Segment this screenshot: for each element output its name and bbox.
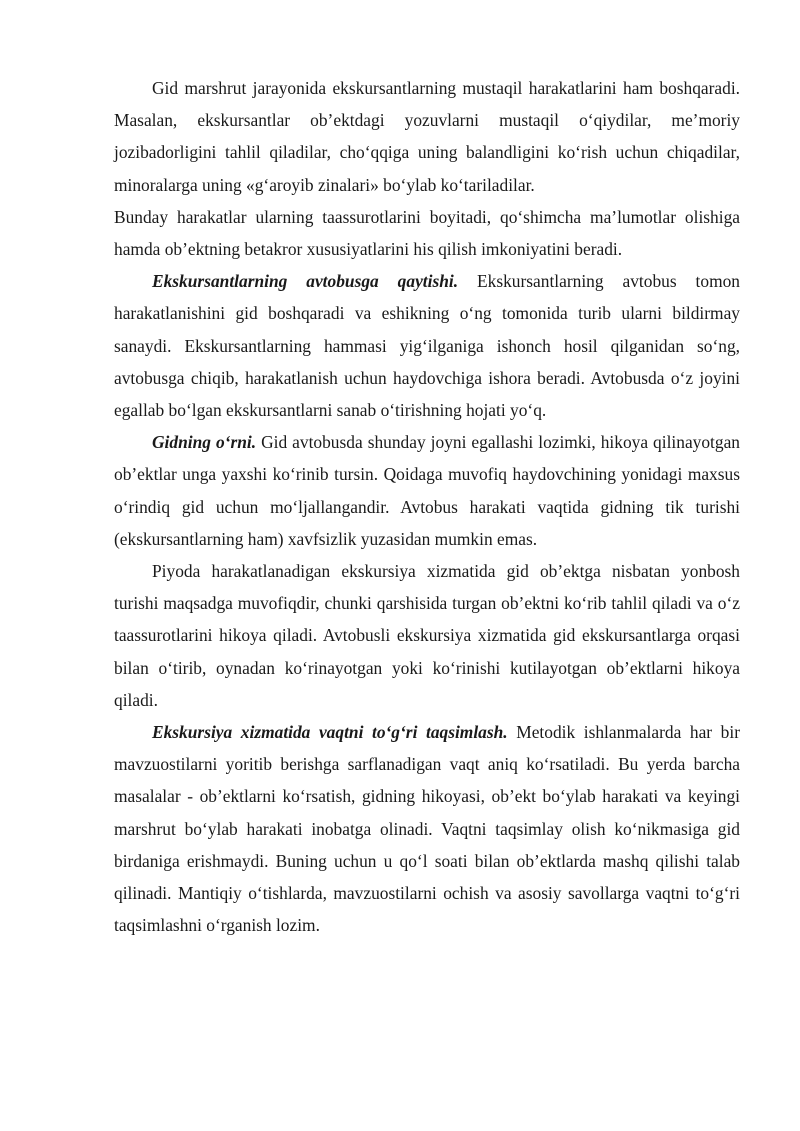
paragraph-3 [114,265,740,426]
paragraph-5 [114,555,740,716]
paragraph-heading: Gidning o‘rni. [152,432,257,453]
paragraph-text: Ekskursantlarning avtobus tomon harakatlanishini gid boshqaradi va eshikning o‘ng tomonida turib ularni bildirmay sanaydi. Ekskursantlarning hammasi yig‘ilganiga ishonch hosil qilganidan so‘ng, avtobusga chiqib, harakatlanish uchun haydovchiga ishora beradi. Avtobusda o‘z joyini egallab bo‘lgan ekskursantlarni sanab o‘tirishning hojati yo‘q. [114,271,740,421]
paragraph-4 [114,426,740,555]
paragraph-text: Gid avtobusda shunday joyni egallashi lozimki, hikoya qilinayotgan ob’ektlar unga yaxshi ko‘rinib tursin. Qoidaga muvofiq haydovchining yonidagi maxsus o‘rindiq gid uchun mo‘ljallangandir. Avtobus harakati vaqtida gidning tik turishi (ekskursantlarning ham) xavfsizlik yuzasidan mumkin emas. [114,432,740,549]
paragraph-6 [114,716,740,941]
paragraph-text: Piyoda harakatlanadigan ekskursiya xizmatida gid ob’ektga nisbatan yonbosh turishi maqsadga muvofiqdir, chunki qarshisida turgan ob’ektni ko‘rib tahlil qiladi va o‘z taassurotlarini hikoya qiladi. Avtobusli ekskursiya xizmatida gid ekskursantlarga orqasi bilan o‘tirib, oynadan ko‘rinayotgan yoki ko‘rinishi kutilayotgan ob’ektlarni hikoya qiladi. [114,561,740,710]
paragraph-2 [114,201,740,265]
paragraph-text: Bunday harakatlar ularning taassurotlarini boyitadi, qo‘shimcha ma’lumotlar olishiga hamda ob’ektning betakror xususiyatlarini his qilish imkoniyatini beradi. [114,206,740,260]
paragraph-text: Metodik ishlanmalarda har bir mavzuostilarni yoritib berishga sarflanadigan vaqt aniq ko‘rsatiladi. Bu yerda barcha masalalar - ob’ektlarni ko‘rsatish, gidning hikoyasi, ob’ekt bo‘ylab harakati va keyingi marshrut bo‘ylab harakati inobatga olinadi. Vaqtni taqsimlay olish ko‘nikmasiga gid birdaniga erishmaydi. Buning uchun u qo‘l soati bilan ob’ektlarda mashq qilishi talab qilinadi. Mantiqiy o‘tishlarda, mavzuostilarni ochish va asosiy savollarga vaqtni to‘g‘ri taqsimlashni o‘rganish lozim. [114,722,741,936]
document-page [114,72,740,941]
paragraph-1 [114,72,740,201]
paragraph-heading: Ekskursiya xizmatida vaqtni to‘g‘ri taqsimlash. [152,722,508,743]
paragraph-text: Gid marshrut jarayonida ekskursantlarning mustaqil harakatlarini ham boshqaradi. Masalan, ekskursantlar ob’ektdagi yozuvlarni mustaqil o‘qiydilar, me’moriy jozibadorligini tahlil qiladilar, cho‘qqiga uning balandligini ko‘rish uchun chiqadilar, minoralarga uning «g‘aroyib zinalari» bo‘ylab ko‘tariladilar. [114,78,740,195]
paragraph-heading: Ekskursantlarning avtobusga qaytishi. [152,271,459,292]
